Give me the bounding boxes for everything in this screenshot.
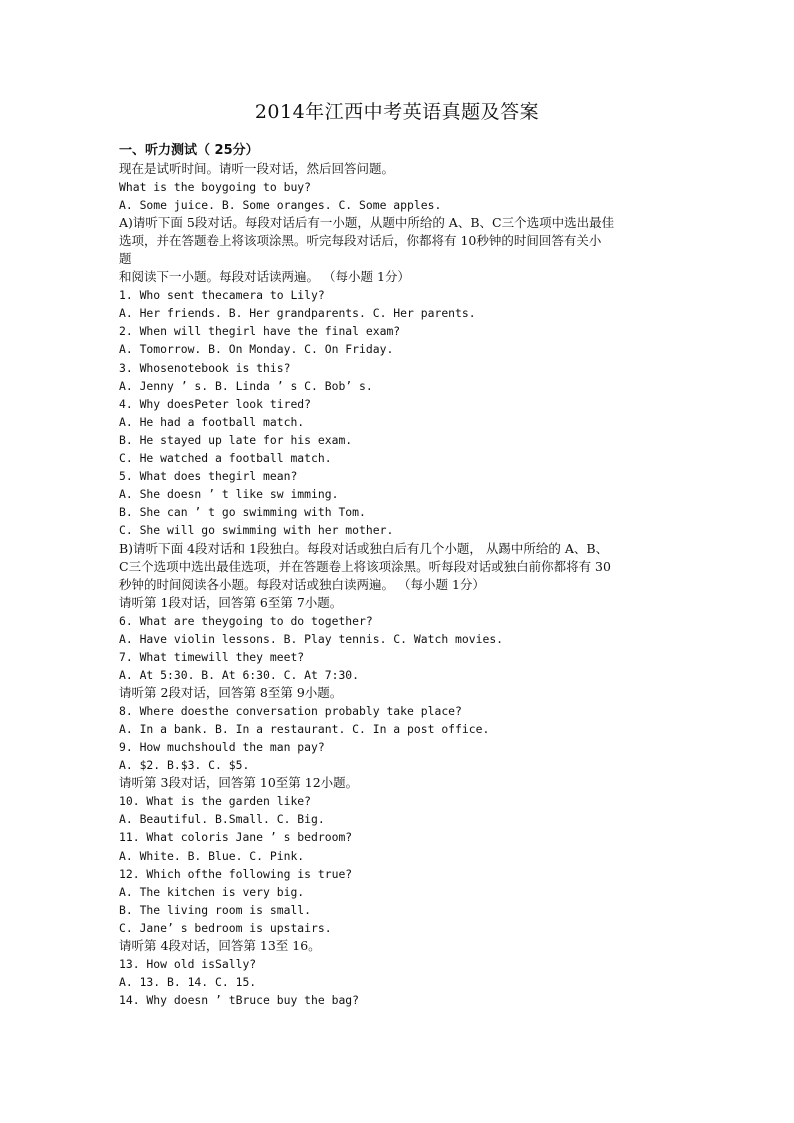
- question-line: C. Jane’ s bedroom is upstairs.: [119, 920, 332, 935]
- instruction-line: A)请听下面 5段对话。每段对话后有一小题，从题中所给的 A、B、C三个选项中选出最佳: [119, 215, 615, 231]
- question-line: C. He watched a football match.: [119, 451, 332, 466]
- instruction-line: 和阅读下一小题。每段对话读两遍。 （每小题 1分）: [119, 269, 410, 285]
- instruction-line: 请听第 2段对话，回答第 8至第 9小题。: [119, 684, 343, 700]
- question-line: 3. Whosenotebook is this?: [119, 360, 291, 375]
- question-line: A. At 5:30. B. At 6:30. C. At 7:30.: [119, 667, 360, 682]
- question-line: 10. What is the garden like?: [119, 794, 312, 809]
- question-line: 6. What are theygoing to do together?: [119, 613, 373, 628]
- question-line: 9. How muchshould the man pay?: [119, 740, 325, 755]
- question-line: A. Some juice. B. Some oranges. C. Some apples.: [119, 198, 442, 213]
- question-line: B. She can ’ t go swimming with Tom.: [119, 505, 366, 520]
- question-line: 2. When will thegirl have the final exam?: [119, 324, 401, 339]
- instruction-line: C三个选项中选出最佳选项，并在答题卷上将该项涂黑。听每段对话或独白前你都将有 30: [119, 558, 611, 574]
- question-line: 12. Which ofthe following is true?: [119, 866, 353, 881]
- question-line: C. She will go swimming with her mother.: [119, 523, 394, 538]
- question-line: B. He stayed up late for his exam.: [119, 432, 353, 447]
- question-line: What is the boygoing to buy?: [119, 180, 312, 194]
- question-line: B. The living room is small.: [119, 902, 312, 917]
- question-line: A. She doesn ’ t like sw imming.: [119, 487, 339, 502]
- document-body: [119, 142, 679, 1009]
- question-line: A. The kitchen is very big.: [119, 884, 305, 899]
- instruction-line: B)请听下面 4段对话和 1段独白。每段对话或独白后有几个小题， 从踢中所给的 A、B、: [119, 540, 609, 556]
- section-heading: 一、听力测试（ 25分）: [119, 143, 259, 158]
- question-line: 13. How old isSally?: [119, 957, 257, 971]
- question-line: A. Her friends. B. Her grandparents. C. Her parents.: [119, 306, 476, 321]
- question-line: 11. What coloris Jane ’ s bedroom?: [119, 830, 353, 845]
- question-line: 7. What timewill they meet?: [119, 649, 305, 664]
- question-line: A. Jenny ’ s. B. Linda ’ s C. Bob’ s.: [119, 378, 373, 393]
- question-line: A. He had a football match.: [119, 414, 305, 429]
- page-title: 2014年江西中考英语真题及答案: [254, 101, 540, 123]
- question-line: 14. Why doesn ’ tBruce buy the bag?: [119, 993, 360, 1008]
- question-line: A. Beautiful. B.Small. C. Big.: [119, 812, 325, 827]
- question-line: A. White. B. Blue. C. Pink.: [119, 848, 305, 863]
- question-line: A. Have violin lessons. B. Play tennis. C. Watch movies.: [119, 631, 504, 646]
- question-line: A. $2. B.$3. C. $5.: [119, 758, 250, 773]
- question-line: 4. Why doesPeter look tired?: [119, 396, 312, 411]
- question-line: 1. Who sent thecamera to Lily?: [119, 288, 325, 303]
- question-line: 5. What does thegirl mean?: [119, 469, 298, 484]
- question-line: A. Tomorrow. B. On Monday. C. On Friday.: [119, 342, 394, 357]
- question-line: A. 13. B. 14. C. 15.: [119, 975, 257, 990]
- instruction-line: 现在是试听时间。请听一段对话，然后回答问题。: [119, 161, 395, 176]
- instruction-line: 秒钟的时间阅读各小题。每段对话或独白读两遍。 （每小题 1分）: [119, 576, 485, 592]
- question-line: 8. Where doesthe conversation probably take place?: [119, 703, 462, 718]
- instruction-line: 请听第 1段对话，回答第 6至第 7小题。: [119, 594, 343, 610]
- instruction-line: 选项，并在答题卷上将该项涂黑。听完每段对话后，你都将有 10秒钟的时间回答有关小: [119, 233, 602, 249]
- question-line: A. In a bank. B. In a restaurant. C. In a post office.: [119, 721, 490, 736]
- instruction-line: 请听第 4段对话，回答第 13至 16。: [119, 938, 321, 953]
- instruction-line: 请听第 3段对话，回答第 10至第 12小题。: [119, 775, 359, 791]
- instruction-line: 题: [119, 251, 132, 267]
